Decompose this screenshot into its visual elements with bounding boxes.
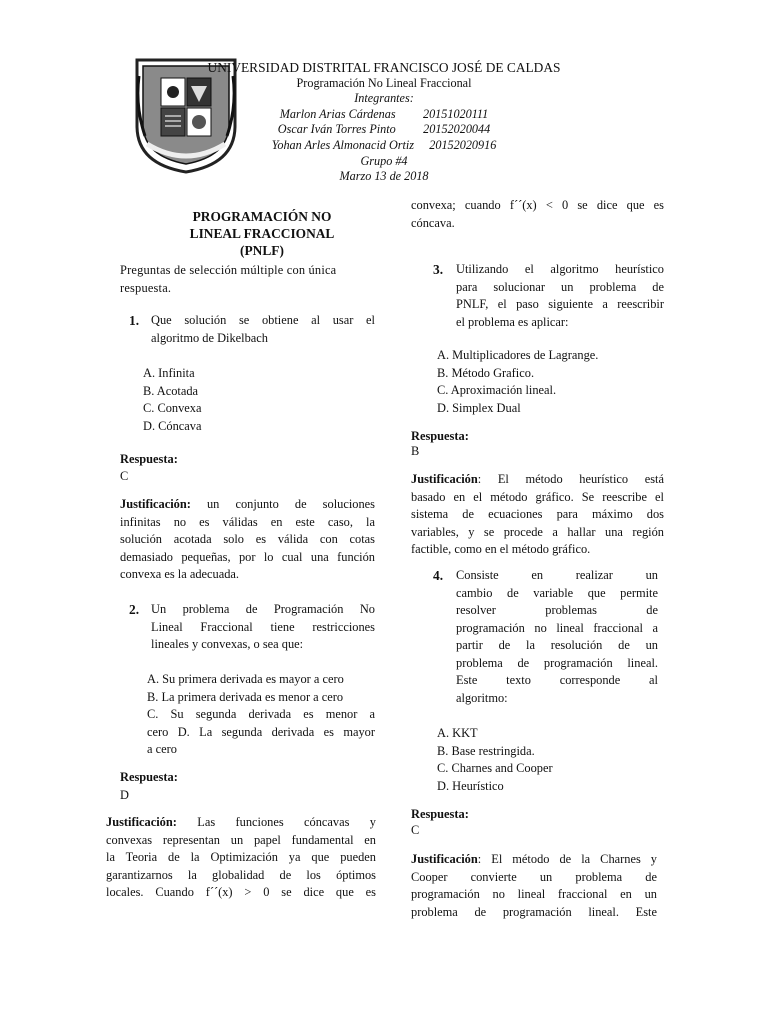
answer-label: Respuesta: [120,452,178,466]
option: A. Infinita [143,366,195,380]
option: B. Acotada [143,383,199,398]
member-row: Oscar Iván Torres Pinto 20152020044 [277,122,491,137]
answer-value: C [120,469,129,483]
university-name: UNIVERSIDAD DISTRITAL FRANCISCO JOSÉ DE CALDAS [207,60,561,75]
date-label: Marzo 13 de 2018 [339,169,429,184]
option: D. Heurístico [437,778,504,793]
justification: Justificación: Las funciones cóncavas y convexas representan un papel fundamental en la Teoria de la Optimización ya que pueden garantizarnos la globalidad de los óptimos locales. Cuando f´´(x) > 0 se dice que es [106,815,376,899]
question-4-number: 4. [433,568,444,583]
option: B. Base restringida. [437,743,535,758]
members-label: Integrantes: [354,91,414,106]
answer-value: C [411,823,420,837]
option: C. Convexa [143,401,202,415]
answer-value: B [411,444,420,458]
question-4-text: Consiste en realizar un cambio de variable que permite resolver problemas de programación no lineal fraccional a partir de la resolución de un problema de programación lineal. Este texto corresponde al algoritmo: [456,568,658,705]
intro-text: Preguntas de selección múltiple con única respuesta. [120,263,337,295]
group-label: Grupo #4 [360,153,408,168]
question-1-text: Que solución se obtiene al usar el algoritmo de Dikelbach [151,313,375,345]
question-3-number: 3. [433,262,444,277]
member-row: Marlon Arias Cárdenas 20151020111 [279,106,489,121]
question-3-text: Utilizando el algoritmo heurístico para solucionar un problema de PNLF, el paso siguiente a reescribir el problema es aplicar: [456,262,664,329]
member-row: Yohan Arles Almonacid Ortiz 20152020916 [271,137,497,152]
answer-label: Respuesta: [120,770,178,784]
question-2-options [147,671,375,759]
option: D. Cóncava [143,418,202,433]
question-1-options [143,365,343,435]
question-4-options [437,725,657,795]
course-name: Programación No Lineal Fraccional [296,75,472,90]
option: C. Aproximación lineal. [437,383,557,397]
option: D. Simplex Dual [437,400,521,415]
justification: Justificación: El método de la Charnes y Cooper convierte un problema de programación no lineal fraccional en un problema de programación lineal. Este [411,852,657,919]
option: A. Multiplicadores de Lagrange. [437,348,599,362]
option: cero D. La segunda derivada es mayor [147,724,375,739]
answer-label: Respuesta: [411,807,469,821]
justification: Justificación: un conjunto de soluciones infinitas no es válidas en este caso, la solución acotada solo es válida con cotas demasiado pequeñas, por lo cual una función convexa es la adecuada. [120,497,375,581]
document-header [200,60,568,185]
question-2-number: 2. [129,602,140,617]
document-title: PROGRAMACIÓN NO LINEAL FRACCIONAL (PNLF) [189,209,335,258]
option: a cero [147,742,177,756]
option: B. Método Grafico. [437,365,535,380]
option: B. La primera derivada es menor a cero [147,689,344,704]
option: A. KKT [437,726,478,740]
justification-continued: convexa; cuando f´´(x) < 0 se dice que es cóncava. [411,198,664,230]
justification: Justificación: El método heurístico está basado en el método gráfico. Se reescribe el sistema de ecuaciones para máximo dos variables, y se procede a hallar una región factible, como en el método gráfico. [411,472,664,556]
question-3-options [437,347,657,417]
option: A. Su primera derivada es mayor a cero [147,672,344,686]
question-2-text: Un problema de Programación No Lineal Fraccional tiene restricciones lineales y convexas, o sea que: [151,602,375,651]
option: C. Charnes and Cooper [437,761,553,775]
answer-value: D [120,788,129,802]
question-1-number: 1. [129,313,140,328]
option: C. Su segunda derivada es menor a [147,707,375,721]
answer-label: Respuesta: [411,429,469,443]
